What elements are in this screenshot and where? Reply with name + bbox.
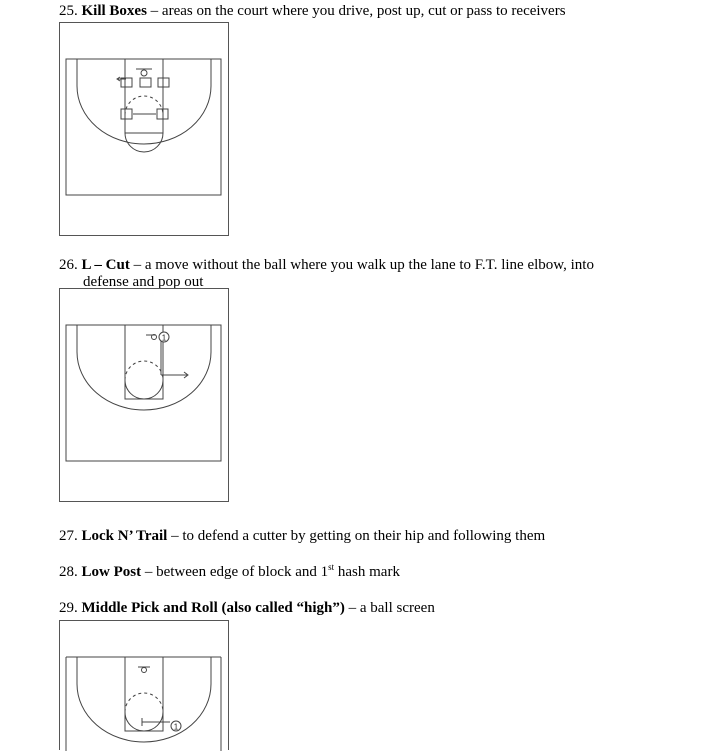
entry-definition-pre: – between edge of block and 1: [141, 564, 329, 580]
free-throw-arc-solid: [125, 380, 163, 399]
entry-term: L – Cut: [81, 257, 130, 273]
three-point-arc: [77, 59, 211, 144]
entry-term: Middle Pick and Roll (also called “high”): [81, 600, 345, 616]
entry-number: 29.: [59, 600, 78, 616]
superscript: st: [328, 562, 335, 572]
pick-and-roll-diagram: [59, 620, 229, 750]
entry-term: Kill Boxes: [81, 3, 147, 19]
free-throw-arc-solid: [125, 712, 163, 731]
court-outline: [66, 59, 221, 195]
free-throw-arc-dashed: [125, 693, 163, 712]
court-outline: [66, 325, 221, 461]
player-label: 1: [161, 333, 167, 343]
l-cut-diagram: [59, 288, 229, 502]
kill-boxes-diagram: [59, 22, 229, 236]
three-point-arc: [77, 657, 211, 742]
entry-term: Low Post: [81, 564, 142, 580]
entry-25: [59, 2, 566, 20]
entry-definition-post: hash mark: [334, 564, 400, 580]
entry-definition-cont: defense and pop out: [83, 274, 204, 290]
entry-number: 26.: [59, 257, 78, 273]
entry-definition: – a ball screen: [344, 600, 435, 616]
kill-box: [140, 78, 151, 87]
rim: [141, 70, 147, 76]
entry-29: [59, 599, 435, 617]
entry-26: [59, 256, 594, 274]
entry-term: Lock N’ Trail: [81, 528, 168, 544]
free-throw-arc-dashed: [125, 361, 163, 380]
entry-definition: – to defend a cutter by getting on their hip and following them: [167, 528, 546, 544]
lane: [125, 657, 163, 731]
entry-definition: – areas on the court where you drive, post up, cut or pass to receivers: [146, 3, 566, 19]
rim: [142, 668, 147, 673]
kill-box: [121, 109, 132, 119]
entry-number: 25.: [59, 3, 78, 19]
lane: [125, 325, 163, 399]
three-point-arc: [77, 325, 211, 410]
player-label: 1: [173, 722, 179, 732]
entry-27: [59, 527, 545, 545]
entry-number: 28.: [59, 564, 78, 580]
entry-28: [59, 563, 400, 581]
entry-number: 27.: [59, 528, 78, 544]
entry-definition: – a move without the ball where you walk up the lane to F.T. line elbow, into: [129, 257, 594, 273]
